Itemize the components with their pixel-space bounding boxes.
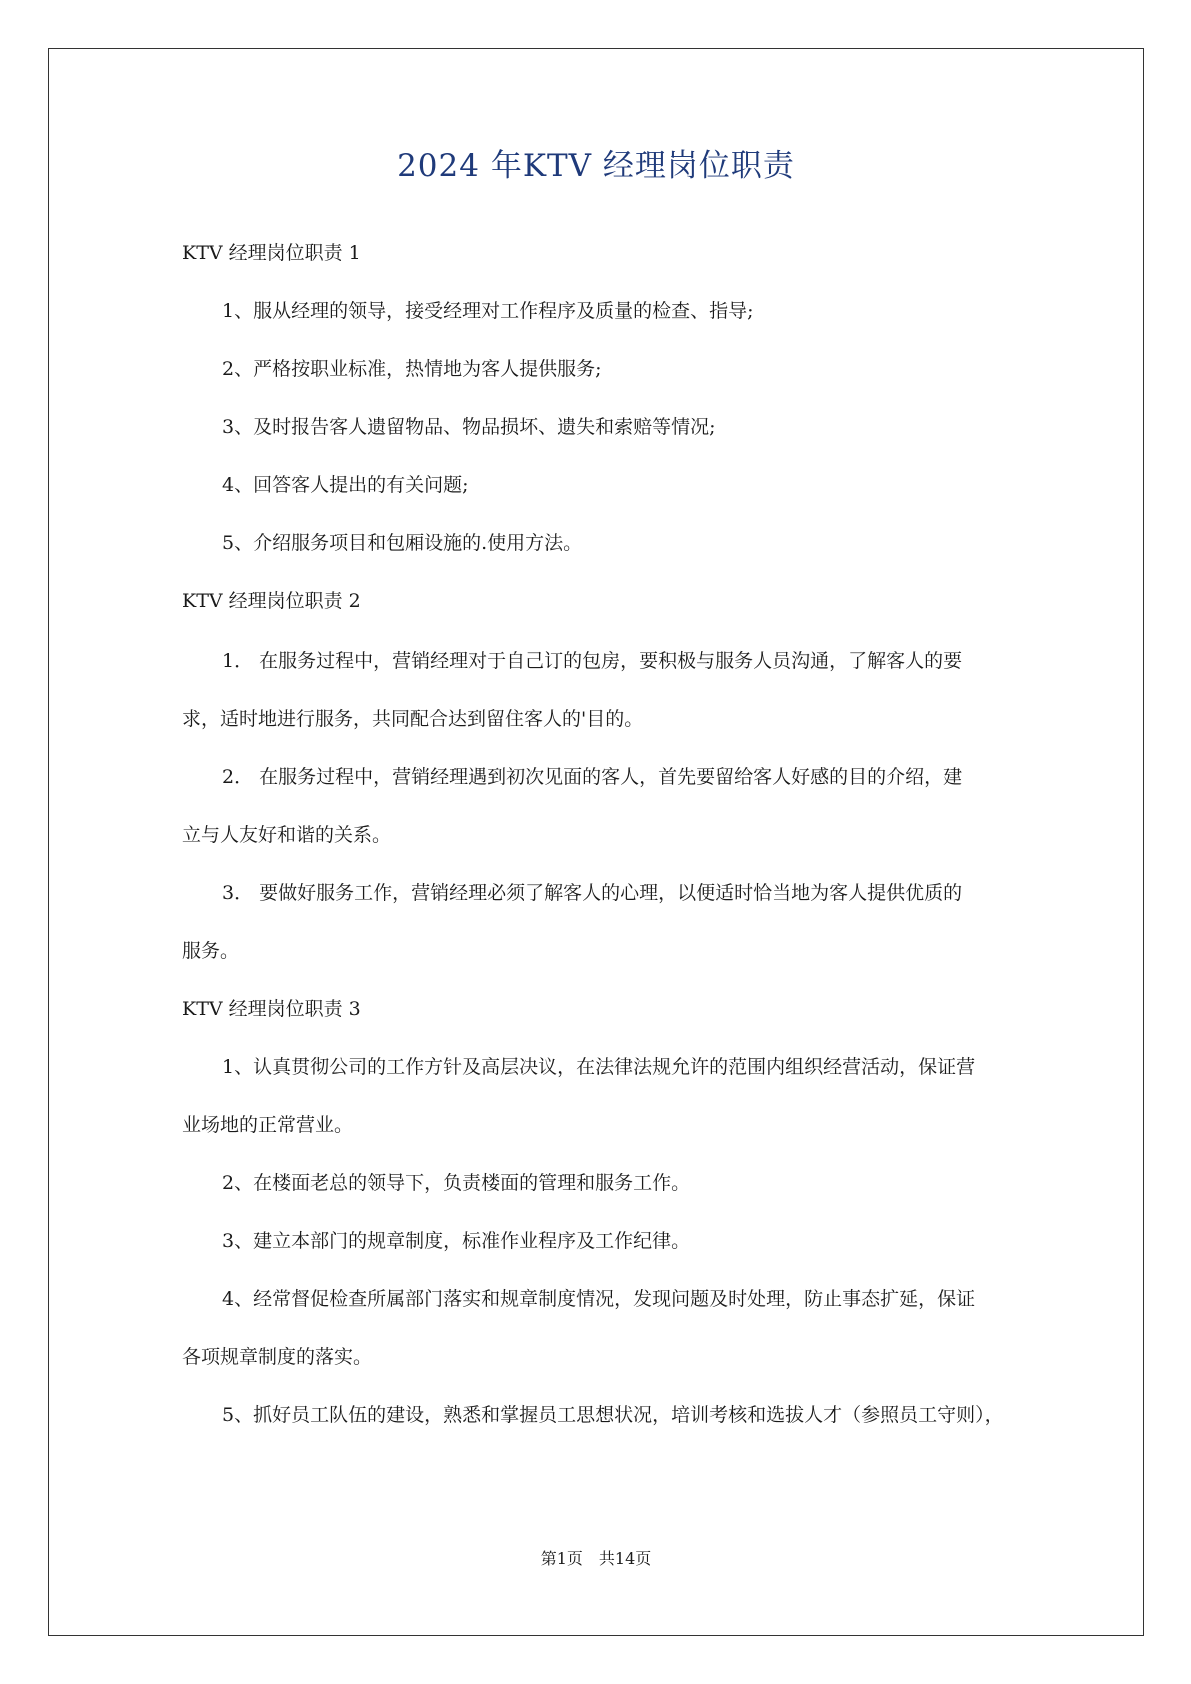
page-number: 第1页 xyxy=(540,1549,583,1568)
paragraph-line: 业场地的正常营业。 xyxy=(182,1114,354,1136)
paragraph-line: 求，适时地进行服务，共同配合达到留住客人的'目的。 xyxy=(182,708,644,730)
paragraph-line: 3． 要做好服务工作，营销经理必须了解客人的心理，以便适时恰当地为客人提供优质的 xyxy=(222,882,963,904)
paragraph-line: 5、介绍服务项目和包厢设施的.使用方法。 xyxy=(222,532,583,554)
document-title: 2024 年KTV 经理岗位职责 xyxy=(397,148,795,184)
paragraph-line: 1、认真贯彻公司的工作方针及高层决议，在法律法规允许的范围内组织经营活动，保证营 xyxy=(222,1056,976,1078)
paragraph-line: 各项规章制度的落实。 xyxy=(182,1346,373,1368)
paragraph-line: 2、在楼面老总的领导下，负责楼面的管理和服务工作。 xyxy=(222,1172,691,1194)
paragraph-line: 2、严格按职业标准，热情地为客人提供服务; xyxy=(222,358,602,380)
section-heading: KTV 经理岗位职责 1 xyxy=(182,242,361,264)
paragraph-line: 1、服从经理的领导，接受经理对工作程序及质量的检查、指导; xyxy=(222,300,754,322)
paragraph-line: 服务。 xyxy=(182,940,240,962)
paragraph-line: 5、抓好员工队伍的建设，熟悉和掌握员工思想状况，培训考核和选拔人才（参照员工守则）， xyxy=(222,1404,1004,1426)
page-total: 共14页 xyxy=(598,1549,652,1568)
section-heading: KTV 经理岗位职责 3 xyxy=(182,998,361,1020)
paragraph-line: 立与人友好和谐的关系。 xyxy=(182,824,392,846)
paragraph-line: 2． 在服务过程中，营销经理遇到初次见面的客人，首先要留给客人好感的目的介绍，建 xyxy=(222,766,963,788)
paragraph-line: 3、及时报告客人遗留物品、物品损坏、遗失和索赔等情况; xyxy=(222,416,716,438)
paragraph-line: 4、经常督促检查所属部门落实和规章制度情况，发现问题及时处理，防止事态扩延，保证 xyxy=(222,1288,976,1310)
page-footer xyxy=(48,1546,1144,1569)
paragraph-line: 1． 在服务过程中，营销经理对于自己订的包房，要积极与服务人员沟通，了解客人的要 xyxy=(222,650,963,672)
paragraph-line: 4、回答客人提出的有关问题; xyxy=(222,474,469,496)
paragraph-line: 3、建立本部门的规章制度，标准作业程序及工作纪律。 xyxy=(222,1230,691,1252)
section-heading: KTV 经理岗位职责 2 xyxy=(182,590,361,612)
